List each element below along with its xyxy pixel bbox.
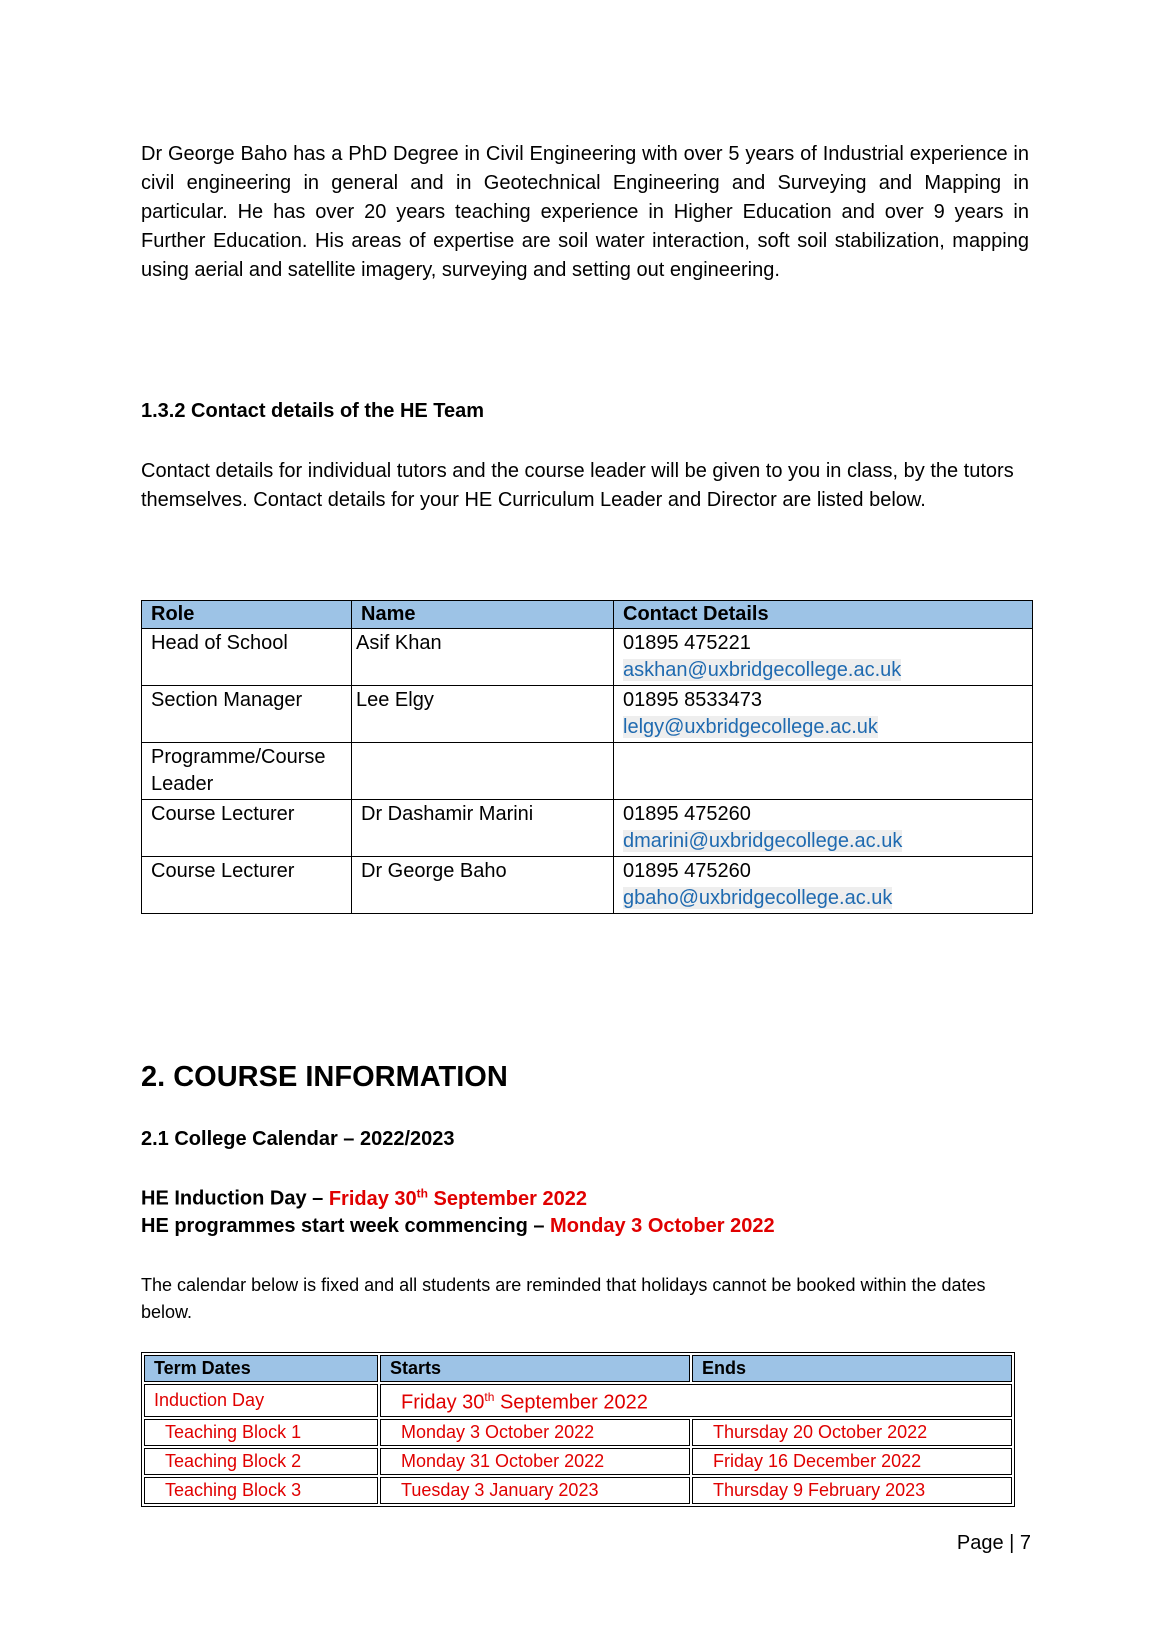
phone-text: 01895 475221 <box>623 632 751 654</box>
induction-date: Friday 30th September 2022 <box>328 1186 587 1210</box>
email-link[interactable]: askhan@uxbridgecollege.ac.uk <box>623 659 902 681</box>
block-label-cell: Teaching Block 3 <box>144 1477 378 1504</box>
header-role: Role <box>142 601 352 629</box>
contacts-table <box>141 600 1033 914</box>
role-cell: Programme/Course Leader <box>142 743 352 800</box>
block-label-cell: Teaching Block 1 <box>144 1419 378 1446</box>
header-name: Name <box>352 601 614 629</box>
block-start-cell: Monday 31 October 2022 <box>380 1448 690 1475</box>
contacts-header-row <box>142 601 1033 629</box>
name-cell: Asif Khan <box>352 629 614 686</box>
header-ends: Ends <box>692 1355 1012 1382</box>
terms-header-row <box>144 1355 1012 1382</box>
block-end-cell: Thursday 9 February 2023 <box>692 1477 1012 1504</box>
block-end-cell: Thursday 20 October 2022 <box>692 1419 1012 1446</box>
table-row <box>142 629 1033 686</box>
calendar-heading: 2.1 College Calendar – 2022/2023 <box>141 1128 455 1150</box>
induction-label-cell: Induction Day <box>144 1384 378 1417</box>
contact-cell <box>614 743 1033 800</box>
calendar-note: The calendar below is fixed and all students are reminded that holidays cannot be booked within the dates below. <box>141 1275 986 1322</box>
start-date: Monday 3 October 2022 <box>550 1215 775 1237</box>
block-end-cell: Friday 16 December 2022 <box>692 1448 1012 1475</box>
table-row <box>144 1477 1012 1504</box>
contact-cell <box>614 857 1033 914</box>
start-label: HE programmes start week commencing – <box>141 1215 551 1237</box>
contact-heading: 1.3.2 Contact details of the HE Team <box>141 400 485 422</box>
table-row <box>144 1448 1012 1475</box>
name-cell: Dr Dashamir Marini <box>352 800 614 857</box>
role-cell: Head of School <box>142 629 352 686</box>
induction-label: HE Induction Day – <box>141 1187 329 1210</box>
page-number: Page | 7 <box>956 1532 1031 1554</box>
phone-text: 01895 475260 <box>623 803 751 825</box>
block-label-cell: Teaching Block 2 <box>144 1448 378 1475</box>
role-cell: Section Manager <box>142 686 352 743</box>
table-row <box>144 1419 1012 1446</box>
email-link[interactable]: dmarini@uxbridgecollege.ac.uk <box>623 830 903 852</box>
header-starts: Starts <box>380 1355 690 1382</box>
contact-cell <box>614 629 1033 686</box>
table-row <box>144 1384 1012 1417</box>
course-info-heading: 2. COURSE INFORMATION <box>141 1061 508 1093</box>
block-start-cell: Monday 3 October 2022 <box>380 1419 690 1446</box>
table-row <box>142 743 1033 800</box>
email-link[interactable]: gbaho@uxbridgecollege.ac.uk <box>623 887 893 909</box>
bio-paragraph: Dr George Baho has a PhD Degree in Civil Engineering with over 5 years of Industrial experience in civil engineering in general and in Geotechnical Engineering and Surveying and Mapping in particular. He has over 20 years teaching experience in Higher Education and over 9 years in Further Education. His areas of expertise are soil water interaction, soft soil stabilization, mapping using aerial and satellite imagery, surveying and setting out engineering. <box>141 143 1029 281</box>
phone-text: 01895 8533473 <box>623 689 763 711</box>
name-cell <box>352 743 614 800</box>
contact-cell <box>614 686 1033 743</box>
table-row <box>142 857 1033 914</box>
block-start-cell: Tuesday 3 January 2023 <box>380 1477 690 1504</box>
start-line <box>141 1215 775 1238</box>
name-cell: Dr George Baho <box>352 857 614 914</box>
role-cell: Course Lecturer <box>142 800 352 857</box>
induction-date-cell: Friday 30th September 2022 <box>380 1384 1012 1417</box>
header-term-dates: Term Dates <box>144 1355 378 1382</box>
term-dates-table <box>141 1352 1015 1507</box>
email-link[interactable]: lelgy@uxbridgecollege.ac.uk <box>623 716 878 738</box>
contact-cell <box>614 800 1033 857</box>
name-cell: Lee Elgy <box>352 686 614 743</box>
table-row <box>142 686 1033 743</box>
header-contact: Contact Details <box>614 601 1033 629</box>
induction-line <box>141 1186 587 1211</box>
role-cell: Course Lecturer <box>142 857 352 914</box>
phone-text: 01895 475260 <box>623 860 751 882</box>
table-row <box>142 800 1033 857</box>
contact-intro: Contact details for individual tutors and the course leader will be given to you in class, by the tutors themselves. Contact details for your HE Curriculum Leader and Director are listed below. <box>141 460 1014 511</box>
